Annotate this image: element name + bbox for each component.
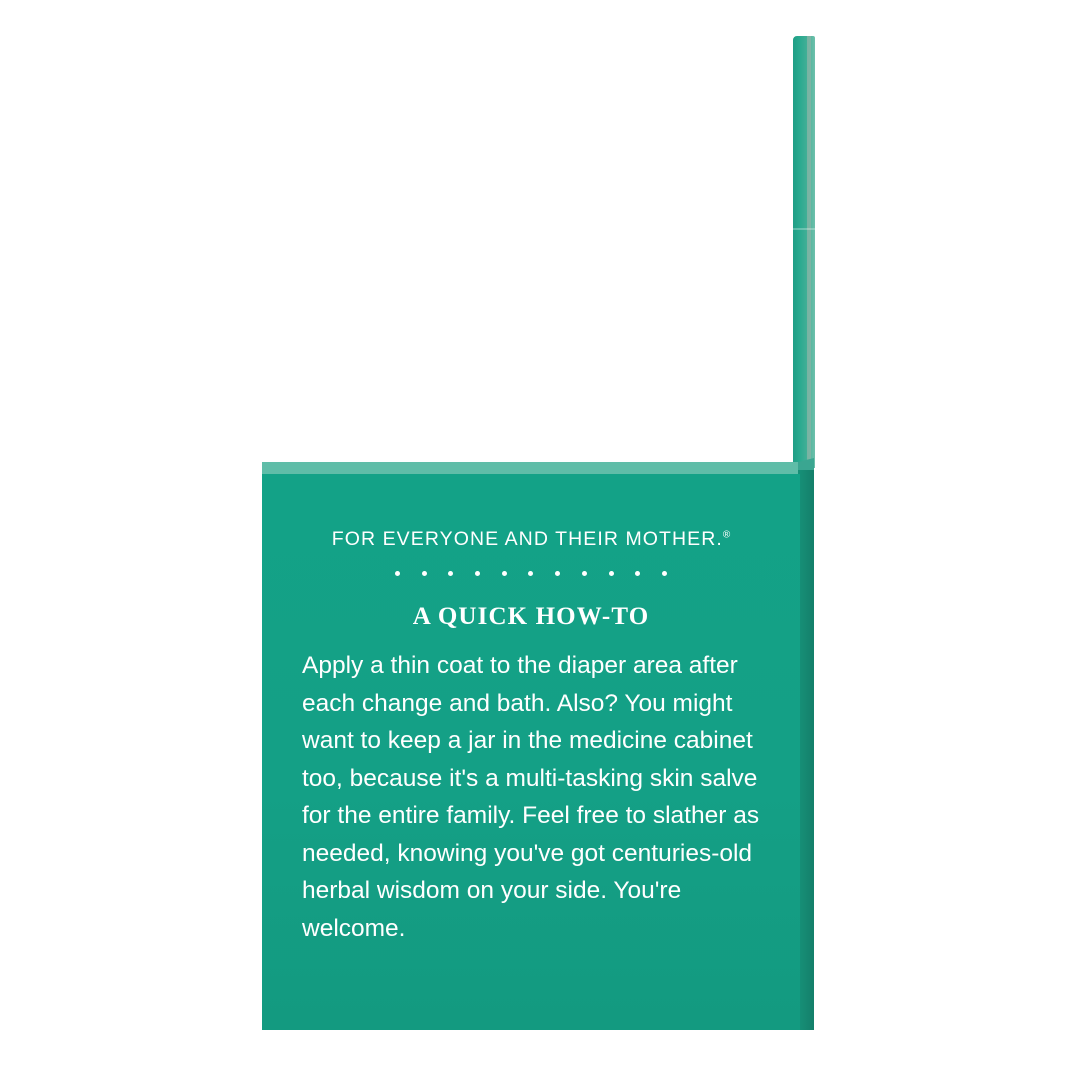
carton-front-face <box>262 474 800 1030</box>
divider-dot <box>662 571 667 576</box>
divider-dot <box>635 571 640 576</box>
how-to-heading: A QUICK HOW-TO <box>412 603 650 631</box>
carton-panel-content <box>262 474 800 1030</box>
brand-tagline-text: FOR EVERYONE AND THEIR MOTHER. <box>331 528 723 550</box>
divider-dot <box>582 571 587 576</box>
dotted-divider <box>395 570 667 576</box>
divider-dot <box>422 571 427 576</box>
divider-dot <box>555 571 560 576</box>
brand-tagline <box>302 528 760 551</box>
divider-dot <box>395 571 400 576</box>
how-to-body-text: Apply a thin coat to the diaper area after each change and bath. Also? You might want to keep a jar in the medicine cabinet too, because it's a multi-tasking skin salve for the entire family. Feel free to slather as needed, knowing you've got centuries-old herbal wisdom on your side. You're welcome. <box>302 652 760 942</box>
carton-back-flap-shadow <box>807 36 811 468</box>
registered-trademark-icon: ® <box>722 529 731 541</box>
carton-back-flap-seam <box>793 228 815 230</box>
divider-dot <box>448 571 453 576</box>
divider-dot <box>502 571 507 576</box>
divider-dot <box>609 571 614 576</box>
divider-dot <box>528 571 533 576</box>
divider-dot <box>475 571 480 576</box>
carton-back-flap <box>793 36 815 468</box>
carton-side-face <box>798 470 814 1030</box>
